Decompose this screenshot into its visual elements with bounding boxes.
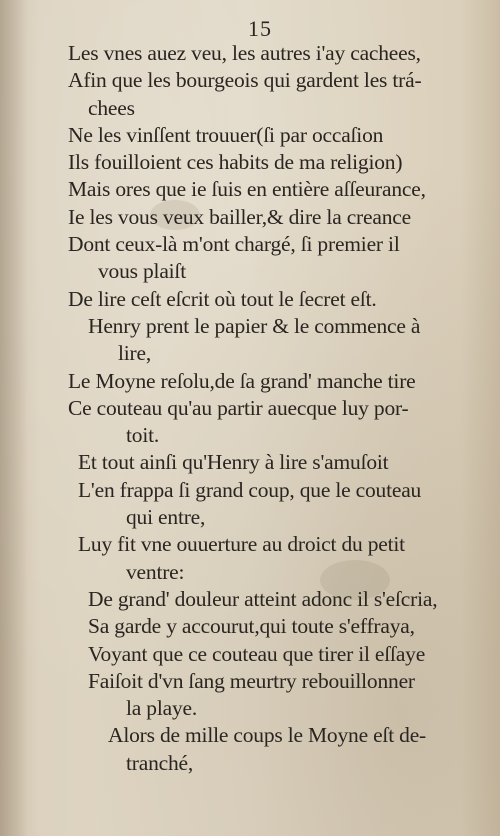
text-line: ventre: (126, 559, 185, 584)
text-line: la playe. (126, 696, 198, 721)
text-line: Ils fouilloient ces habits de ma religion) (68, 150, 403, 175)
text-line: Sa garde y accourut,qui toute s'effraya, (88, 614, 415, 639)
text-line: Ce couteau qu'au partir auecque luy por- (68, 395, 409, 420)
text-line: qui entre, (126, 505, 206, 530)
text-line: chees (88, 95, 135, 120)
text-line: Henry prent le papier & le commence à (88, 313, 421, 338)
text-line: Alors de mille coups le Moyne eſt de- (108, 723, 427, 748)
text-line: toit. (126, 423, 160, 448)
text-line: Mais ores que ie ſuis en entière aſſeurance, (68, 177, 426, 202)
poem-text (68, 40, 478, 777)
text-line: vous plaiſt (98, 259, 186, 284)
text-line: Dont ceux-là m'ont chargé, ſi premier il (68, 232, 400, 257)
text-line: L'en frappa ſi grand coup, que le couteau (78, 477, 422, 502)
text-line: tranché, (126, 750, 194, 775)
page-gutter-shadow (0, 0, 28, 836)
text-line: De lire ceſt eſcrit où tout le ſecret eſt. (68, 286, 377, 311)
text-line: lire, (118, 341, 152, 366)
text-line: Les vnes auez veu, les autres i'ay cachees, (68, 41, 421, 65)
text-line: Voyant que ce couteau que tirer il eſſaye (88, 641, 426, 666)
text-line: Faiſoit d'vn ſang meurtry rebouillonner (88, 668, 415, 693)
text-line: Afin que les bourgeois qui gardent les trá- (68, 68, 422, 93)
page-number: 15 (248, 16, 272, 41)
text-line: De grand' douleur atteint adonc il s'eſcria, (88, 586, 438, 611)
text-line: Ie les vous veux bailler,& dire la creance (68, 204, 411, 229)
text-line: Et tout ainſi qu'Henry à lire s'amuſoit (78, 450, 389, 475)
text-line: Luy fit vne ouuerture au droict du petit (78, 532, 405, 557)
text-line: Ne les vinſſent trouuer(ſi par occaſion (68, 122, 384, 147)
text-line: Le Moyne reſolu,de ſa grand' manche tire (68, 368, 416, 393)
